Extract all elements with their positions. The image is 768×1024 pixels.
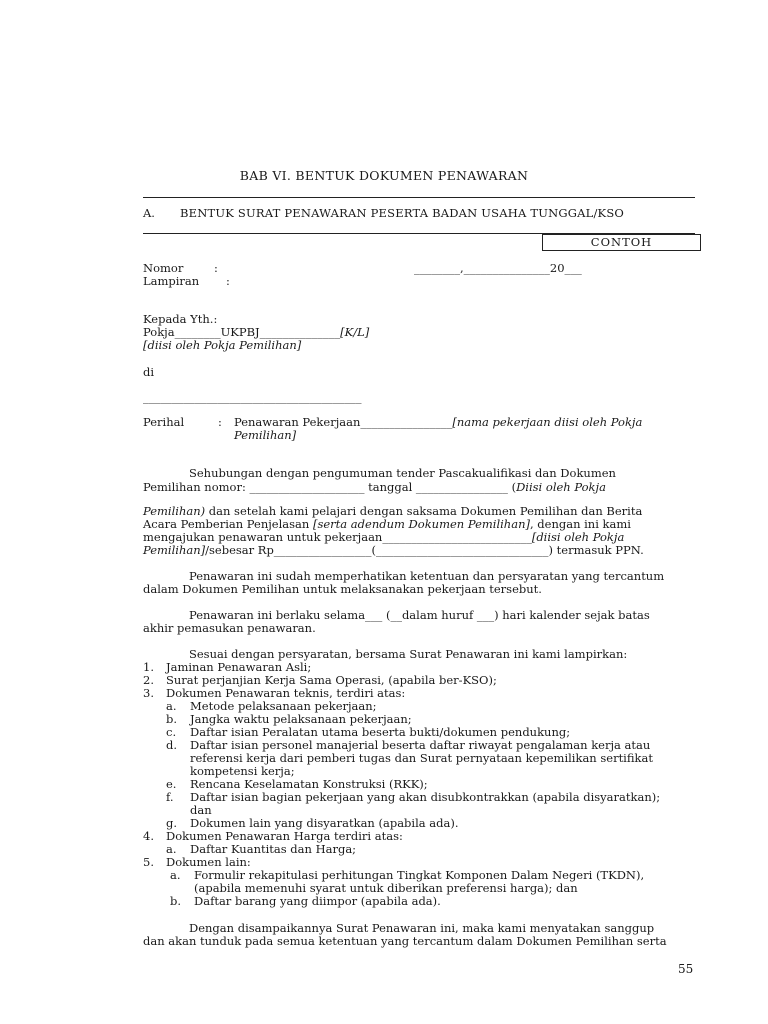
- tech-g-letter: g.: [166, 816, 178, 830]
- attachment-3-text: Dokumen Penawaran teknis, terdiri atas:: [166, 686, 406, 700]
- section-label: A.: [143, 206, 155, 220]
- tech-e-text: Rencana Keselamatan Konstruksi (RKK);: [190, 777, 428, 791]
- closing-line1: Dengan disampaikannya Surat Penawaran ini, maka kami menyatakan sanggup: [189, 921, 655, 935]
- tech-e-letter: e.: [166, 777, 177, 791]
- para1-l3b: dan setelah kami pelajari dengan saksama Dokumen Pemilihan dan Berita: [205, 504, 643, 518]
- tech-d-text-1: Daftar isian personel manajerial beserta daftar riwayat pengalaman kerja atau: [190, 738, 651, 752]
- attachment-1-text: Jaminan Penawaran Asli;: [166, 660, 312, 674]
- attachment-3-num: 3.: [143, 686, 154, 700]
- para1-l2b: Diisi oleh Pokja: [516, 480, 606, 494]
- date-line: ________,_______________20___: [414, 261, 582, 275]
- tech-c-letter: c.: [166, 725, 177, 739]
- para1-l3a: Pemilihan): [143, 504, 206, 518]
- closing-line2: dan akan tunduk pada semua ketentuan yang tercantum dalam Dokumen Pemilihan serta: [143, 934, 667, 948]
- pokja-line-text: Pokja________UKPBJ______________: [143, 325, 341, 339]
- para1-l4c: , dengan ini kami: [529, 517, 631, 531]
- attachment-2-text: Surat perjanjian Kerja Sama Operasi, (apabila ber-KSO);: [166, 673, 497, 687]
- attachment-5-text: Dokumen lain:: [166, 855, 251, 869]
- tech-c-text: Daftar isian Peralatan utama beserta bukti/dokumen pendukung;: [190, 725, 571, 739]
- attachment-1-num: 1.: [143, 660, 154, 674]
- para4: Sesuai dengan persyaratan, bersama Surat Penawaran ini kami lampirkan:: [189, 647, 628, 661]
- para1-line6: [143, 544, 644, 558]
- tech-d-text-2: referensi kerja dari pemberi tugas dan Surat pernyataan kepemilikan sertifikat: [190, 751, 653, 765]
- perihal-note-cont: Pemilihan]: [234, 428, 297, 442]
- para1-l4b: [serta adendum Dokumen Pemilihan]: [312, 517, 530, 531]
- tech-b-letter: b.: [166, 712, 178, 726]
- nomor-colon: :: [214, 261, 218, 275]
- perihal-note: [nama pekerjaan diisi oleh Pokja: [452, 415, 643, 429]
- attachment-5-num: 5.: [143, 855, 154, 869]
- nomor-label: Nomor: [143, 261, 184, 275]
- perihal-job: Penawaran Pekerjaan________________: [234, 415, 453, 429]
- tech-a-letter: a.: [166, 699, 177, 713]
- para3-line1: Penawaran ini berlaku selama___ (__dalam huruf ___) hari kalender sejak batas: [189, 608, 650, 622]
- para1-line2: [143, 481, 606, 495]
- para1-l5b: [diisi oleh Pokja: [531, 530, 625, 544]
- sample-box-label: CONTOH: [590, 235, 653, 249]
- price-a-letter: a.: [166, 842, 177, 856]
- attachment-2-num: 2.: [143, 673, 154, 687]
- para1-l4a: Acara Pemberian Penjelasan: [143, 517, 313, 531]
- tech-f-letter: f.: [166, 790, 174, 804]
- di-label: di: [143, 365, 155, 379]
- other-a-letter: a.: [170, 868, 181, 882]
- attachment-4-text: Dokumen Penawaran Harga terdiri atas:: [166, 829, 403, 843]
- tech-b-text: Jangka waktu pelaksanaan pekerjaan;: [190, 712, 412, 726]
- page-number: 55: [678, 962, 694, 976]
- pokja-note: [diisi oleh Pokja Pemilihan]: [143, 338, 302, 352]
- tech-f-text-1: Daftar isian bagian pekerjaan yang akan disubkontrakkan (apabila disyaratkan);: [190, 790, 661, 804]
- para3-line2: akhir pemasukan penawaran.: [143, 621, 316, 635]
- para1-l5a: mengajukan penawaran untuk pekerjaan__________________________: [143, 530, 532, 544]
- section-title: BENTUK SURAT PENAWARAN PESERTA BADAN USAHA TUNGGAL/KSO: [180, 206, 625, 220]
- attachment-4-num: 4.: [143, 829, 154, 843]
- kepada-label: Kepada Yth.:: [143, 312, 218, 326]
- para1-l6b: /sebesar Rp_________________(______________________________) termasuk PPN.: [205, 543, 644, 557]
- chapter-title: BAB VI. BENTUK DOKUMEN PENAWARAN: [239, 168, 529, 183]
- para1-line1: Sehubungan dengan pengumuman tender Pascakualifikasi dan Dokumen: [189, 466, 616, 480]
- tech-d-letter: d.: [166, 738, 178, 752]
- address-line: ______________________________________: [143, 390, 362, 404]
- para1-l6a: Pemilihan]: [143, 543, 206, 557]
- para2-line2: dalam Dokumen Pemilihan untuk melaksanakan pekerjaan tersebut.: [143, 582, 542, 596]
- tech-g-text: Dokumen lain yang disyaratkan (apabila ada).: [190, 816, 459, 830]
- perihal-colon: :: [218, 415, 222, 429]
- sample-box: [542, 234, 701, 251]
- perihal-label: Perihal: [143, 415, 185, 429]
- tech-d-text-3: kompetensi kerja;: [190, 764, 295, 778]
- tech-a-text: Metode pelaksanaan pekerjaan;: [190, 699, 377, 713]
- other-b-text: Daftar barang yang diimpor (apabila ada).: [194, 894, 441, 908]
- tech-f-text-2: dan: [190, 803, 212, 817]
- other-a-text-2: (apabila memenuhi syarat untuk diberikan preferensi harga); dan: [194, 881, 578, 895]
- para1-l2a: Pemilihan nomor: ____________________ tanggal ________________ (: [143, 480, 517, 494]
- lampiran-colon: :: [226, 274, 230, 288]
- other-a-text-1: Formulir rekapitulasi perhitungan Tingkat Komponen Dalam Negeri (TKDN),: [194, 868, 645, 882]
- other-b-letter: b.: [170, 894, 182, 908]
- kl-note: [K/L]: [340, 325, 370, 339]
- price-a-text: Daftar Kuantitas dan Harga;: [190, 842, 357, 856]
- title-rule: [143, 197, 695, 198]
- lampiran-label: Lampiran: [143, 274, 200, 288]
- para2-line1: Penawaran ini sudah memperhatikan ketentuan dan persyaratan yang tercantum: [189, 569, 665, 583]
